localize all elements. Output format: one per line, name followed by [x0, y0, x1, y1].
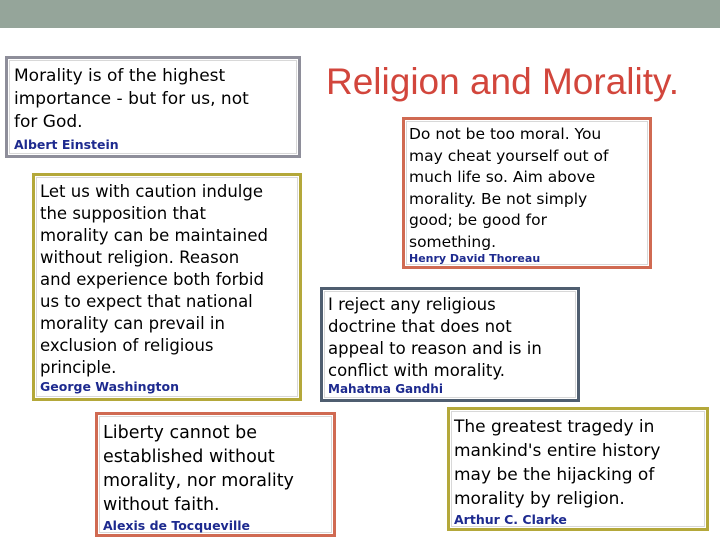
quote-card-gandhi — [320, 287, 580, 402]
top-accent-bar — [0, 0, 720, 28]
quote-text: Do not be too moral. You may cheat yourself out of much life so. Aim above morality. Be not simply good; be good for something. — [409, 125, 609, 251]
quote-text: I reject any religious doctrine that does not appeal to reason and is in conflict with morality. — [328, 295, 542, 380]
quote-text: Morality is of the highest importance - but for us, not for God. — [14, 66, 249, 132]
quote-text: Liberty cannot be established without morality, nor morality without faith. — [103, 423, 294, 515]
quote-card-tocqueville — [95, 412, 336, 537]
quote-author: George Washington — [40, 379, 179, 394]
quote-card-clarke — [447, 407, 709, 531]
quote-card-washington — [32, 173, 302, 401]
quote-author: Arthur C. Clarke — [454, 512, 567, 527]
quote-author: Mahatma Gandhi — [328, 382, 443, 396]
quote-text: Let us with caution indulge the supposition that morality can be maintained without religion. Reason and experience both forbid us to expect that national morality can prevail in exclusion of religious principle. — [40, 182, 268, 377]
quote-author: Albert Einstein — [14, 137, 119, 152]
quote-text: The greatest tragedy in mankind's entire history may be the hijacking of morality by religion. — [454, 417, 661, 509]
quote-author: Henry David Thoreau — [409, 252, 541, 265]
slide-title: Religion and Morality. — [326, 61, 680, 102]
quote-author: Alexis de Tocqueville — [103, 518, 251, 533]
quote-card-thoreau — [402, 117, 652, 269]
quote-card-einstein — [5, 56, 301, 158]
